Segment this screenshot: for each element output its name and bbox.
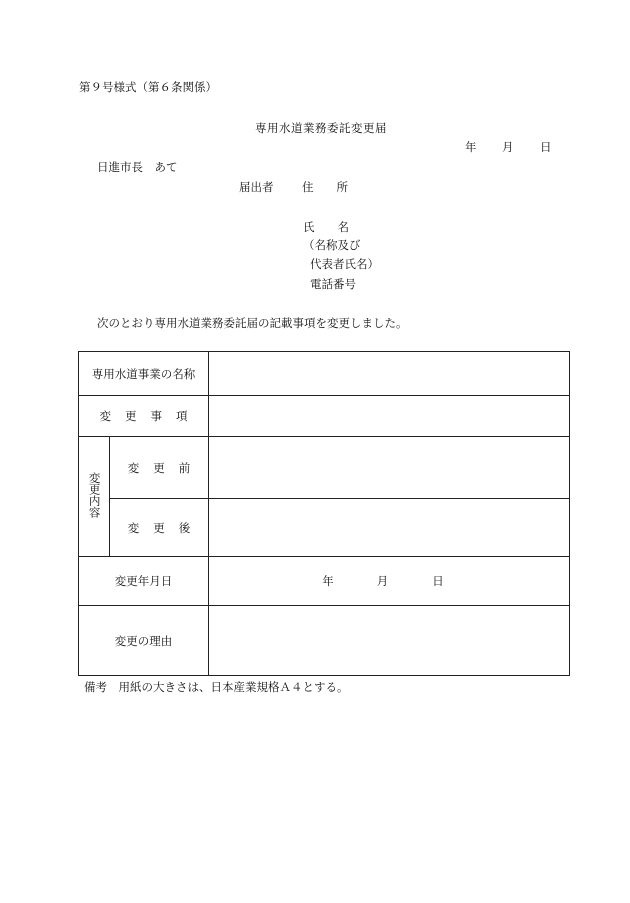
reason-field[interactable] xyxy=(209,606,570,676)
row-after xyxy=(79,499,570,557)
after-field[interactable] xyxy=(209,499,570,557)
business-name-field[interactable] xyxy=(209,352,570,396)
change-content-text: 変更内容 xyxy=(87,471,102,518)
row-before xyxy=(79,437,570,499)
date-day: 日 xyxy=(540,140,552,154)
change-items-field[interactable] xyxy=(209,396,570,437)
change-date-day: 日 xyxy=(432,574,444,588)
addressee: 日進市長 あて xyxy=(97,160,178,174)
business-name-label: 専用水道事業の名称 xyxy=(79,352,209,396)
row-business-name xyxy=(79,352,570,396)
phone-label: 電話番号 xyxy=(310,277,356,291)
name-note-1: （名称及び xyxy=(303,238,361,252)
change-items-label: 変更事項 xyxy=(79,396,209,437)
change-date-value xyxy=(209,573,569,589)
form-number: 第９号様式（第６条関係） xyxy=(79,80,217,94)
row-reason xyxy=(79,606,570,676)
date-year: 年 xyxy=(465,140,477,154)
name-note-2: 代表者氏名） xyxy=(310,257,379,271)
change-date-month: 月 xyxy=(376,574,389,588)
date-month: 月 xyxy=(502,140,514,154)
row-change-date xyxy=(79,557,570,606)
statement: 次のとおり専用水道業務委託届の記載事項を変更しました。 xyxy=(97,316,408,330)
remarks: 備考 用紙の大きさは、日本産業規格Ａ４とする。 xyxy=(84,680,349,694)
change-date-label: 変更年月日 xyxy=(79,557,209,606)
change-date-field[interactable] xyxy=(209,557,570,606)
after-label: 変更後 xyxy=(110,499,209,557)
change-content-label xyxy=(79,437,110,557)
before-field[interactable] xyxy=(209,437,570,499)
change-date-year: 年 xyxy=(322,574,334,588)
change-form-table xyxy=(78,351,570,676)
document-title: 専用水道業務委託変更届 xyxy=(255,121,387,135)
name-label: 氏 名 xyxy=(303,220,349,234)
address-label: 住 所 xyxy=(302,180,348,194)
before-label: 変更前 xyxy=(110,437,209,499)
notifier-label: 届出者 xyxy=(239,180,274,194)
reason-label: 変更の理由 xyxy=(79,606,209,676)
row-change-items xyxy=(79,396,570,437)
